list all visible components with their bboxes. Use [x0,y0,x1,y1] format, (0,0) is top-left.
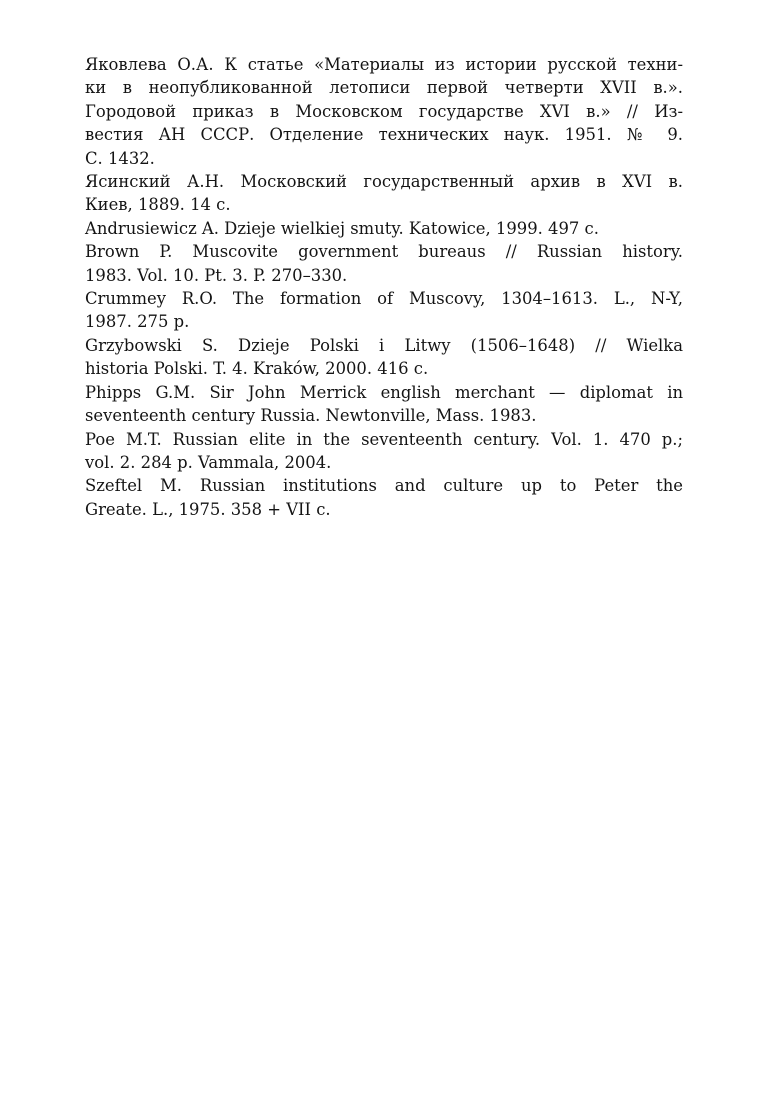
reference-entry [85,240,683,287]
reference-line: Brown P. Muscovite government bureaus // Russian history. [85,242,683,262]
reference-line: seventeenth century Russia. Newtonville, Mass. 1983. [85,406,537,426]
reference-entry [85,334,683,381]
reference-line: Grzybowski S. Dzieje Polski i Litwy (1506–1648) // Wielka [85,335,683,355]
reference-entry [85,381,683,428]
reference-line: Яковлева О.А. К статье «Материалы из истории русской техни- [85,55,683,74]
reference-line: ки в неопубликованной летописи первой четверти XVII в.». [85,78,683,98]
reference-line: 1983. Vol. 10. Pt. 3. P. 270–330. [85,265,348,285]
reference-line: historia Polski. T. 4. Kraków, 2000. 416 с. [85,359,429,379]
reference-line: Szeftel M. Russian institutions and culture up to Peter the [85,476,683,496]
reference-line: Crummey R.O. The formation of Muscovy, 1304–1613. L., N-Y, [85,289,683,309]
reference-entry [85,53,683,170]
reference-line: Phipps G.M. Sir John Merrick english merchant — diplomat in [85,382,683,402]
reference-line: С. 1432. [85,148,155,168]
reference-line: Ясинский А.Н. Московский государственный архив в XVI в. [85,172,683,192]
reference-entry [85,287,683,334]
reference-line: vol. 2. 284 p. Vammala, 2004. [85,452,332,472]
reference-line: Poe M.T. Russian elite in the seventeenth century. Vol. 1. 470 p.; [85,429,683,449]
reference-line: 1987. 275 p. [85,312,190,332]
bibliography-page [85,53,683,521]
reference-entry [85,428,683,475]
reference-entry [85,170,683,217]
reference-line: Greate. L., 1975. 358 + VII с. [85,499,331,519]
reference-entry [85,474,683,521]
reference-line: вестия АН СССР. Отделение технических наук. 1951. № 9. [85,125,683,145]
reference-line: Киев, 1889. 14 с. [85,195,231,215]
reference-entry [85,217,683,240]
reference-line: Городовой приказ в Московском государстве XVI в.» // Из- [85,101,683,121]
reference-line: Andrusiewicz A. Dzieje wielkiej smuty. Katowice, 1999. 497 с. [85,218,599,238]
